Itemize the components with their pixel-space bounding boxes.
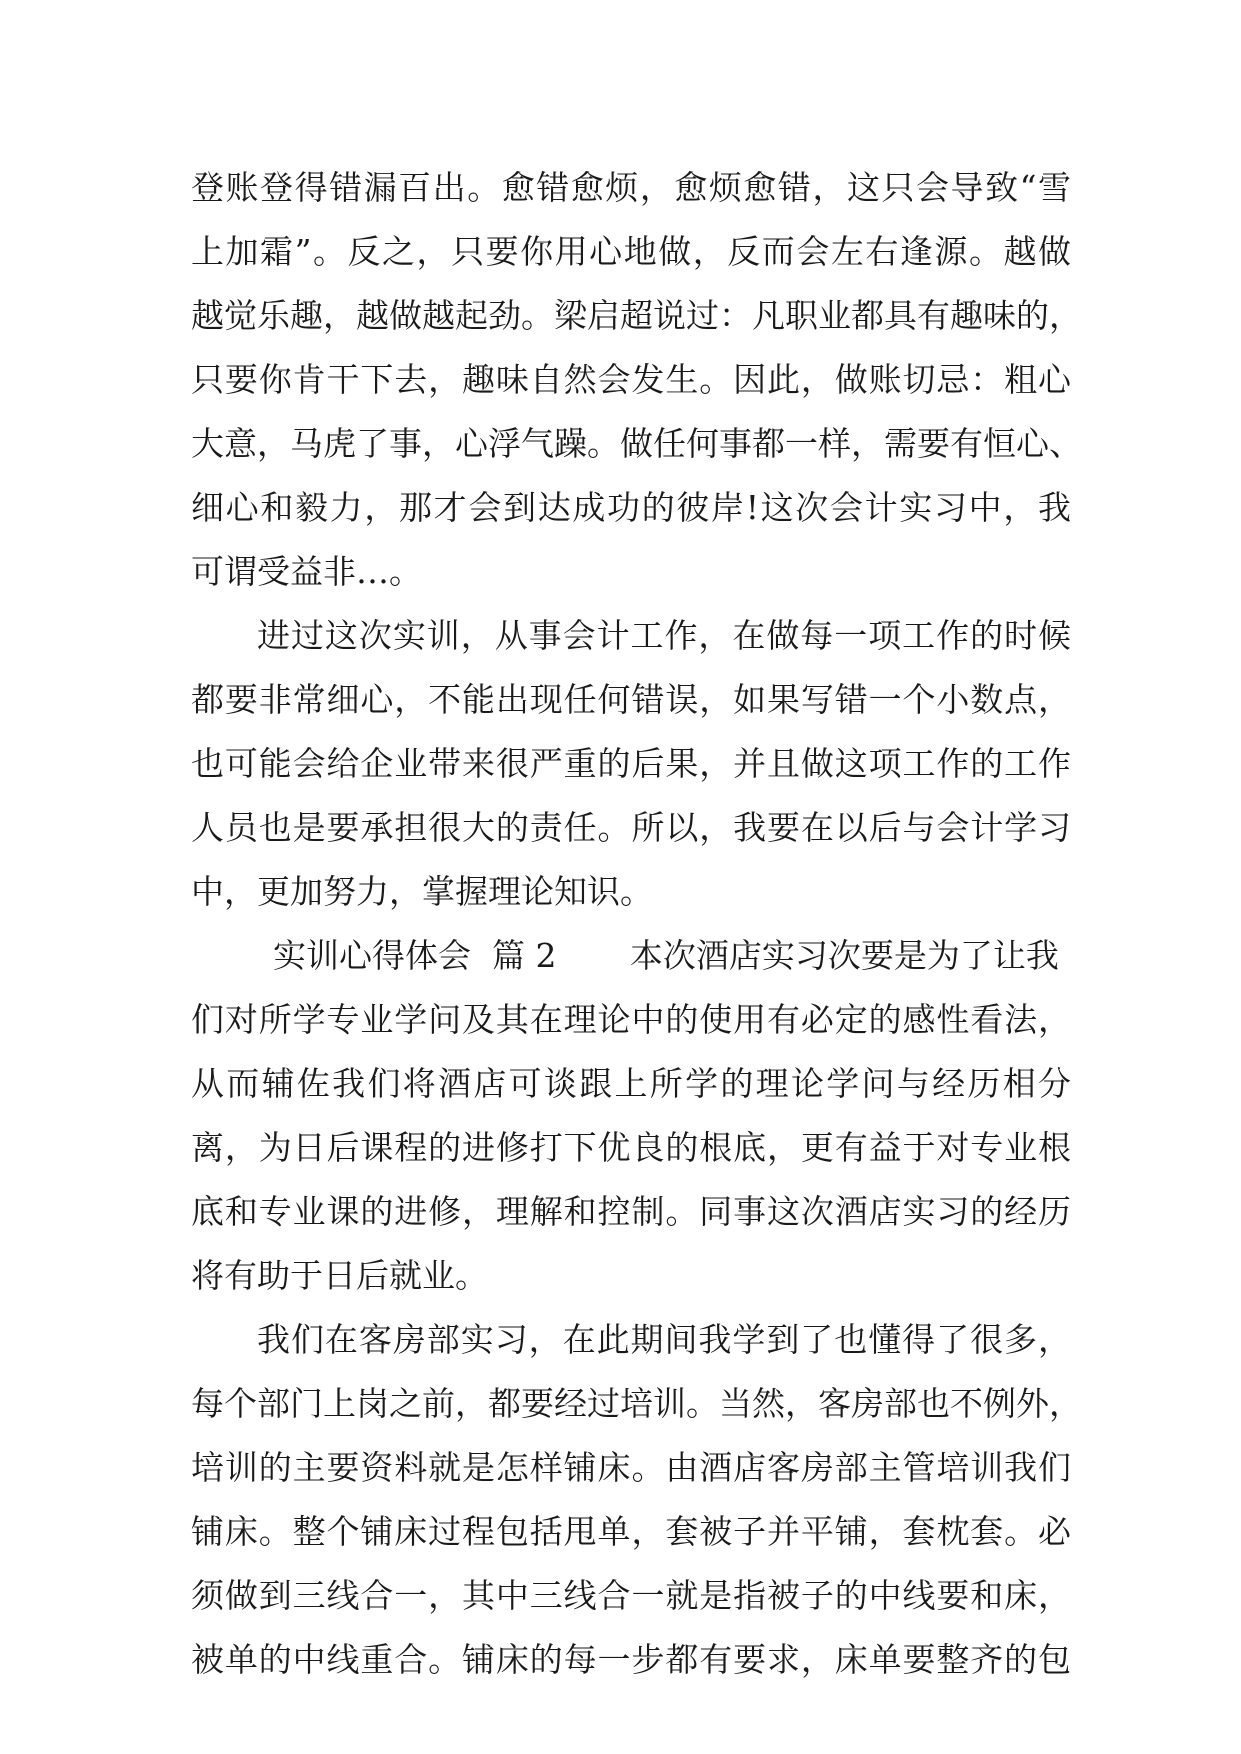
paragraph-4 xyxy=(191,1308,1082,1692)
text-line: 进过这次实训，从事会计工作，在做每一项工作的时候 xyxy=(257,616,1071,655)
text-line: 铺床。整个铺床过程包括甩单，套被子并平铺，套枕套。必 xyxy=(191,1512,1071,1551)
text-line: 每个部门上岗之前，都要经过培训。当然，客房部也不例外， xyxy=(191,1384,1082,1423)
body-text xyxy=(191,156,1082,1692)
text-line: 人员也是要承担很大的责任。所以，我要在以后与会计学习 xyxy=(191,808,1071,847)
text-line: 也可能会给企业带来很严重的后果，并且做这项工作的工作 xyxy=(191,744,1071,783)
text-line: 们对所学专业学问及其在理论中的使用有必定的感性看法， xyxy=(191,1000,1071,1039)
text-line: 越觉乐趣，越做越起劲。梁启超说过：凡职业都具有趣味的， xyxy=(191,296,1082,335)
text-line: 将有助于日后就业。 xyxy=(191,1256,488,1295)
text-line: 可谓受益非…。 xyxy=(191,552,422,591)
paragraph-1 xyxy=(191,156,1082,604)
text-line: 离，为日后课程的进修打下优良的根底，更有益于对专业根 xyxy=(191,1128,1071,1167)
text-line: 培训的主要资料就是怎样铺床。由酒店客房部主管培训我们 xyxy=(191,1448,1071,1487)
paragraph-2 xyxy=(191,604,1071,924)
text-line: 都要非常细心，不能出现任何错误，如果写错一个小数点， xyxy=(191,680,1071,719)
text-line: 我们在客房部实习，在此期间我学到了也懂得了很多， xyxy=(257,1320,1071,1359)
text-line: 登账登得错漏百出。愈错愈烦，愈烦愈错，这只会导致“雪 xyxy=(191,168,1071,207)
text-line: 大意，马虎了事，心浮气躁。做任何事都一样，需要有恒心、 xyxy=(191,424,1082,463)
paragraph-3 xyxy=(191,924,1071,1308)
text-line: 须做到三线合一，其中三线合一就是指被子的中线要和床， xyxy=(191,1576,1071,1615)
text-line: 细心和毅力，那才会到达成功的彼岸!这次会计实习中，我 xyxy=(191,488,1071,527)
text-line: 上加霜”。反之，只要你用心地做，反而会左右逢源。越做 xyxy=(191,232,1071,271)
text-line: 只要你肯干下去，趣味自然会发生。因此，做账切忌：粗心 xyxy=(191,360,1071,399)
text-line: 底和专业课的进修，理解和控制。同事这次酒店实习的经历 xyxy=(191,1192,1071,1231)
text-line: 从而辅佐我们将酒店可谈跟上所学的理论学问与经历相分 xyxy=(191,1064,1071,1103)
text-line: 中，更加努力，掌握理论知识。 xyxy=(191,872,653,911)
section-heading-line: 实训心得体会 篇 2 本次酒店实习次要是为了让我 xyxy=(273,936,1059,975)
text-line: 被单的中线重合。铺床的每一步都有要求，床单要整齐的包 xyxy=(191,1640,1071,1679)
